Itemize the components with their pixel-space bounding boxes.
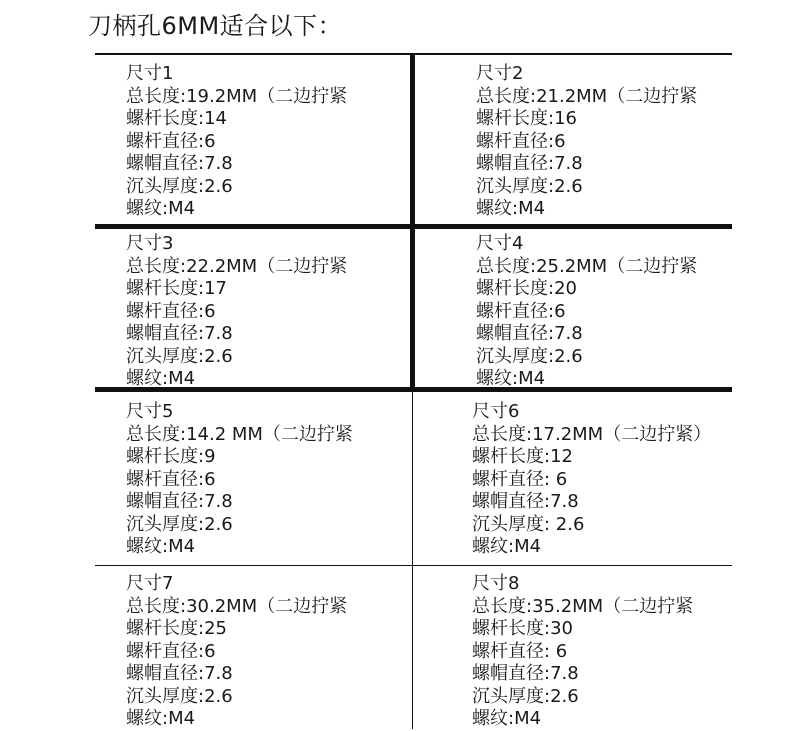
screw-length: 螺杆长度:9 — [126, 446, 216, 467]
total-length: 总长度:25.2MM（二边拧紧 — [476, 255, 698, 277]
screw-length: 螺杆长度:20 — [476, 278, 577, 299]
head-thickness: 沉头厚度:2.6 — [126, 345, 233, 367]
screw-diameter: 螺杆直径:6 — [476, 300, 566, 322]
size-label: 尺寸8 — [472, 573, 520, 594]
screw-diameter: 螺杆直径: 6 — [472, 468, 568, 490]
cap-diameter: 螺帽直径:7.8 — [476, 153, 583, 174]
row-divider-thin — [95, 565, 732, 566]
size-label: 尺寸5 — [126, 401, 174, 422]
column-divider-thin — [412, 392, 413, 729]
thread-spec: 螺纹:M4 — [126, 708, 196, 729]
size-label: 尺寸2 — [476, 63, 524, 84]
screw-length: 螺杆长度:17 — [126, 278, 227, 299]
screw-diameter: 螺杆直径:6 — [126, 130, 216, 152]
size-label: 尺寸1 — [126, 63, 174, 84]
screw-length: 螺杆长度:12 — [472, 446, 573, 467]
total-length: 总长度:30.2MM（二边拧紧 — [126, 595, 348, 617]
screw-length: 螺杆长度:25 — [126, 618, 227, 639]
head-thickness: 沉头厚度:2.6 — [126, 175, 233, 197]
spec-cell-size-7 — [126, 573, 347, 731]
screw-length: 螺杆长度:14 — [126, 108, 227, 129]
cap-diameter: 螺帽直径:7.8 — [126, 153, 233, 174]
screw-diameter: 螺杆直径: 6 — [472, 640, 568, 662]
spec-cell-size-8 — [472, 573, 693, 731]
size-label: 尺寸6 — [472, 401, 520, 422]
thread-spec: 螺纹:M4 — [472, 536, 542, 557]
screw-diameter: 螺杆直径:6 — [476, 130, 566, 152]
screw-diameter: 螺杆直径:6 — [126, 300, 216, 322]
cap-diameter: 螺帽直径:7.8 — [472, 491, 579, 512]
spec-cell-size-2 — [476, 63, 697, 221]
total-length: 总长度:19.2MM（二边拧紧 — [126, 85, 348, 107]
screw-diameter: 螺杆直径:6 — [126, 640, 216, 662]
screw-length: 螺杆长度:30 — [472, 618, 573, 639]
spec-cell-size-6 — [472, 401, 711, 559]
cap-diameter: 螺帽直径:7.8 — [476, 323, 583, 344]
screw-length: 螺杆长度:16 — [476, 108, 577, 129]
cap-diameter: 螺帽直径:7.8 — [472, 663, 579, 684]
spec-cell-size-4 — [476, 233, 697, 391]
screw-diameter: 螺杆直径:6 — [126, 468, 216, 490]
thread-spec: 螺纹:M4 — [126, 536, 196, 557]
cap-diameter: 螺帽直径:7.8 — [126, 663, 233, 684]
total-length: 总长度:35.2MM（二边拧紧 — [472, 595, 694, 617]
cap-diameter: 螺帽直径:7.8 — [126, 491, 233, 512]
total-length: 总长度:21.2MM（二边拧紧 — [476, 85, 698, 107]
head-thickness: 沉头厚度:2.6 — [472, 685, 579, 707]
size-label: 尺寸4 — [476, 233, 524, 254]
spec-cell-size-1 — [126, 63, 347, 221]
head-thickness: 沉头厚度:2.6 — [126, 685, 233, 707]
head-thickness: 沉头厚度:2.6 — [126, 513, 233, 535]
spec-cell-size-5 — [126, 401, 353, 559]
thread-spec: 螺纹:M4 — [476, 198, 546, 219]
page-title: 刀柄孔6MM适合以下： — [88, 12, 343, 40]
total-length: 总长度:14.2 MM（二边拧紧 — [126, 423, 353, 445]
column-divider-thick — [410, 55, 415, 392]
thread-spec: 螺纹:M4 — [126, 198, 196, 219]
head-thickness: 沉头厚度:2.6 — [476, 175, 583, 197]
size-label: 尺寸7 — [126, 573, 174, 594]
thread-spec: 螺纹:M4 — [476, 368, 546, 389]
cap-diameter: 螺帽直径:7.8 — [126, 323, 233, 344]
size-label: 尺寸3 — [126, 233, 174, 254]
spec-cell-size-3 — [126, 233, 347, 391]
total-length: 总长度:17.2MM（二边拧紧） — [472, 423, 712, 445]
thread-spec: 螺纹:M4 — [126, 368, 196, 389]
thread-spec: 螺纹:M4 — [472, 708, 542, 729]
head-thickness: 沉头厚度: 2.6 — [472, 513, 585, 535]
total-length: 总长度:22.2MM（二边拧紧 — [126, 255, 348, 277]
head-thickness: 沉头厚度:2.6 — [476, 345, 583, 367]
